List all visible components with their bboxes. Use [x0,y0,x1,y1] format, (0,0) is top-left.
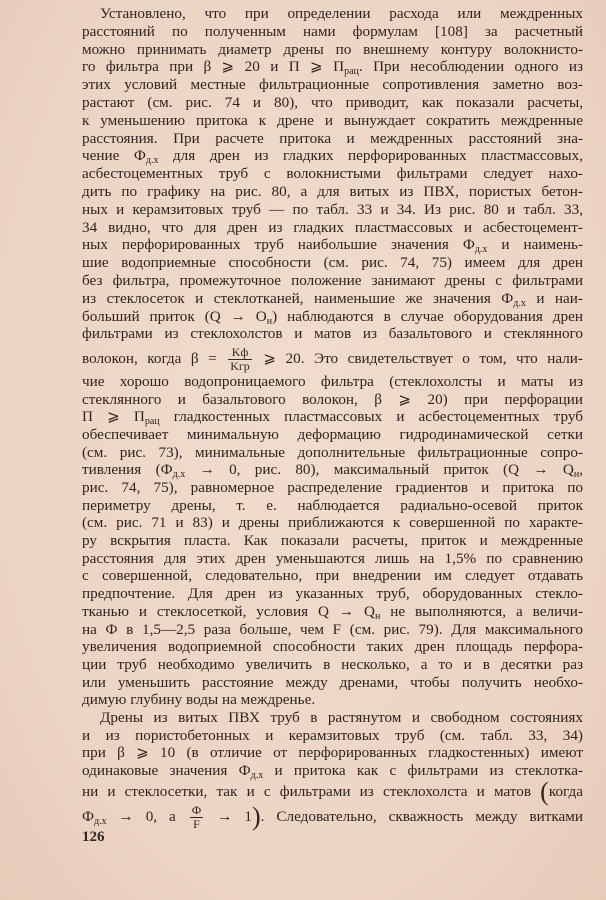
text-line [82,325,583,343]
text-line [82,603,583,621]
text-run: одинаковые значения Ф [82,761,251,779]
text-line [82,656,583,674]
text-line [82,762,583,780]
text-run: тканью и стеклосеткой, условия Q → Q [82,602,375,620]
text-run: и наимень- [487,236,583,254]
text-run: тивления (Ф [82,461,173,479]
text-line [82,444,583,462]
text-line [82,532,583,550]
text-run: Дрены из витых ПВХ труб в растянутом и свободном состояниях [100,708,583,726]
subscript: н [374,610,381,622]
text-run: и наи- [525,289,583,307]
text-run: ) наблюдаются в случае оборудования дрен [272,307,583,325]
text-line [82,345,583,373]
text-run: расстояний по полученным нами формулам [108] за расчетный [82,22,583,40]
text-line [82,94,583,112]
text-run: стеклянного и базальтового волокон, β ⩾ 20) при перфорации [82,390,583,408]
text-run: этих условий местные фильтрационные сопротивления заметно воз- [82,76,583,94]
text-line [82,254,583,272]
subscript: н [573,469,580,481]
text-line [82,777,583,806]
subscript: д.х [172,469,186,481]
text-run: ни и стеклосетки, так и с фильтрами из стеклохолста и матов [82,783,541,800]
text-run: асбестоцементных труб с волокнистыми фильтрами следует нахо- [82,165,583,183]
text-line [82,308,583,326]
text-run: и из пористобетонных и керамзитовых труб (см. табл. 33, 34) [82,726,583,744]
text-run: ных и керамзитовых труб — по табл. 33 и 34. Из рис. 80 и табл. 33, [82,200,583,218]
text-run: с совершенной, следовательно, при внедрении им следует отдавать [82,567,583,585]
text-line [82,112,583,130]
text-run: волокон, когда β = [82,349,227,367]
text-line [82,691,583,709]
text-run: , [579,461,583,479]
text-run: на Ф в 1,5—2,5 раза больше, чем F (см. рис. 79). Для максимального [82,620,583,638]
text-run: го фильтра при β ⩾ 20 и П ⩾ П [82,58,345,76]
text-run: . При несоблюдении одного из [358,58,583,76]
text-run: гладкостенных пластмассовых и асбестоцементных труб [159,408,583,426]
text-line [82,744,583,762]
text-line [82,219,583,237]
text-run: ных перфорированных труб наибольшие значения Ф [82,236,475,254]
subscript: д.х [145,155,159,167]
text-run: и притока как с фильтрами из стеклотка- [263,761,583,779]
text-line [82,461,583,479]
text-run: при β ⩾ 10 (в отличие от перфорированных гладкостенных) имеют [82,744,583,762]
text-line [82,147,583,165]
text-run: предпочтение. Для дрен из указанных труб, оборудованных стекло- [82,585,583,603]
text-run: когда [548,783,583,800]
text-run: не выполняются, а величи- [380,602,583,620]
text-line [82,183,583,201]
text-line [82,236,583,254]
text-run: чение Ф [82,147,146,165]
text-run: димую глубину воды на междренье. [82,691,316,709]
text-run: периметру дрены, т. е. наблюдается радиально-осевой приток [82,496,583,514]
text-line [82,514,583,532]
text-run: к уменьшению притока к дрене и вынуждает сократить междренные [82,111,583,129]
subscript: рац [344,66,359,78]
text-run: Ф [82,807,94,825]
text-line [82,23,583,41]
fraction-numerator: Kф [228,346,252,360]
text-line [82,497,583,515]
text-line [82,585,583,603]
text-line [82,638,583,656]
text-run: 34 видно, что для дрен из гладких пластмассовых и асбестоцемент- [82,218,583,236]
text-line [82,567,583,585]
text-run: (см. рис. 71 и 83) и дрены приближаются к совершенной по характе- [82,514,583,532]
text-line [82,621,583,639]
text-line [82,76,583,94]
subscript: н [266,315,273,327]
text-run: фильтрами из стеклохолстов и матов из базальтового и стеклянного [82,325,583,343]
text-line [82,674,583,692]
large-parenthesis: ) [251,801,261,831]
subscript: д.х [250,769,264,781]
text-line [82,290,583,308]
text-run: → 0, рис. 80), максимальный приток (Q → Q [185,461,574,479]
text-run: можно принимать диаметр дрены по внешнему контуру волокнисто- [82,40,583,58]
text-run: без фильтра, промежуточное положение занимают дрены с фильтрами [82,272,583,289]
text-run: П ⩾ П [82,408,145,426]
text-run: расстояния для этих дрен уменьшаются лишь на 1,5% по сравнению [82,549,583,567]
fraction-numerator: Ф [191,803,202,817]
text-line [82,41,583,59]
text-run: рис. 74, 75), равномерное распределение градиентов и притока по [82,479,583,497]
text-run: расстояния. При расчете притока и междренных расстояний зна- [82,129,583,147]
fraction-denominator: Kгр [230,359,250,373]
text-line [82,550,583,568]
text-line [82,408,583,426]
text-run: чие хорошо водопроницаемого фильтра (стеклохолсты и маты из [82,373,583,390]
text-run: Установлено, что при определении расхода или междренных [100,5,583,22]
text-run: ру вскрытия пласта. Как показали расчеты, приток и междренные [82,532,583,550]
text-line [82,391,583,409]
text-line [100,5,583,23]
text-run: шие водоприемные способности (см. рис. 74, 75) имеем для дрен [82,254,583,272]
text-line [82,165,583,183]
text-run: обеспечивает минимальную деформацию гидродинамической сетки [82,426,583,444]
text-run: (см. рис. 73), минимальные дополнительные фильтрационные сопро- [82,443,583,461]
text-run: или уменьшить расстояние между дренами, чтобы получить необхо- [82,673,583,691]
subscript: д.х [474,244,488,256]
text-run: больший приток (Q → O [82,307,267,325]
text-run: из стеклосеток и стеклотканей, наименьшие же значения Ф [82,289,514,307]
text-line [100,709,583,727]
text-line [82,201,583,219]
text-line [82,479,583,497]
fraction-denominator: F [193,817,200,831]
large-parenthesis: ( [540,777,549,806]
subscript: рац [144,416,160,428]
text-line [82,373,583,391]
text-run: дить по графику на рис. 80, а для витых из ПВХ, пористых бетон- [82,183,583,200]
text-line [82,801,584,831]
text-run: . Следовательно, скважность между витками [260,807,584,825]
text-run: → 1 [205,807,252,825]
text-run: → 0, а [106,807,188,825]
text-run: увеличения водоприемной способности таких дрен площадь перфора- [82,638,583,656]
text-line [82,426,583,444]
text-run: для дрен из гладких перфорированных пластмассовых, [158,147,584,165]
subscript: д.х [513,297,526,309]
fraction [228,346,252,373]
text-line [82,727,583,745]
text-run: ⩾ 20. Это свидетельствует о том, что нали- [253,349,583,367]
text-line [82,272,583,290]
text-line [82,58,583,76]
page-number: 126 [82,829,105,845]
text-line [82,130,583,148]
text-run: растают (см. рис. 74 и 80), что приводит, как показали расчеты, [82,94,583,111]
fraction [190,804,203,831]
subscript: д.х [94,815,107,827]
text-run: ции труб необходимо увеличить в несколько, а то и в десятки раз [82,655,583,673]
